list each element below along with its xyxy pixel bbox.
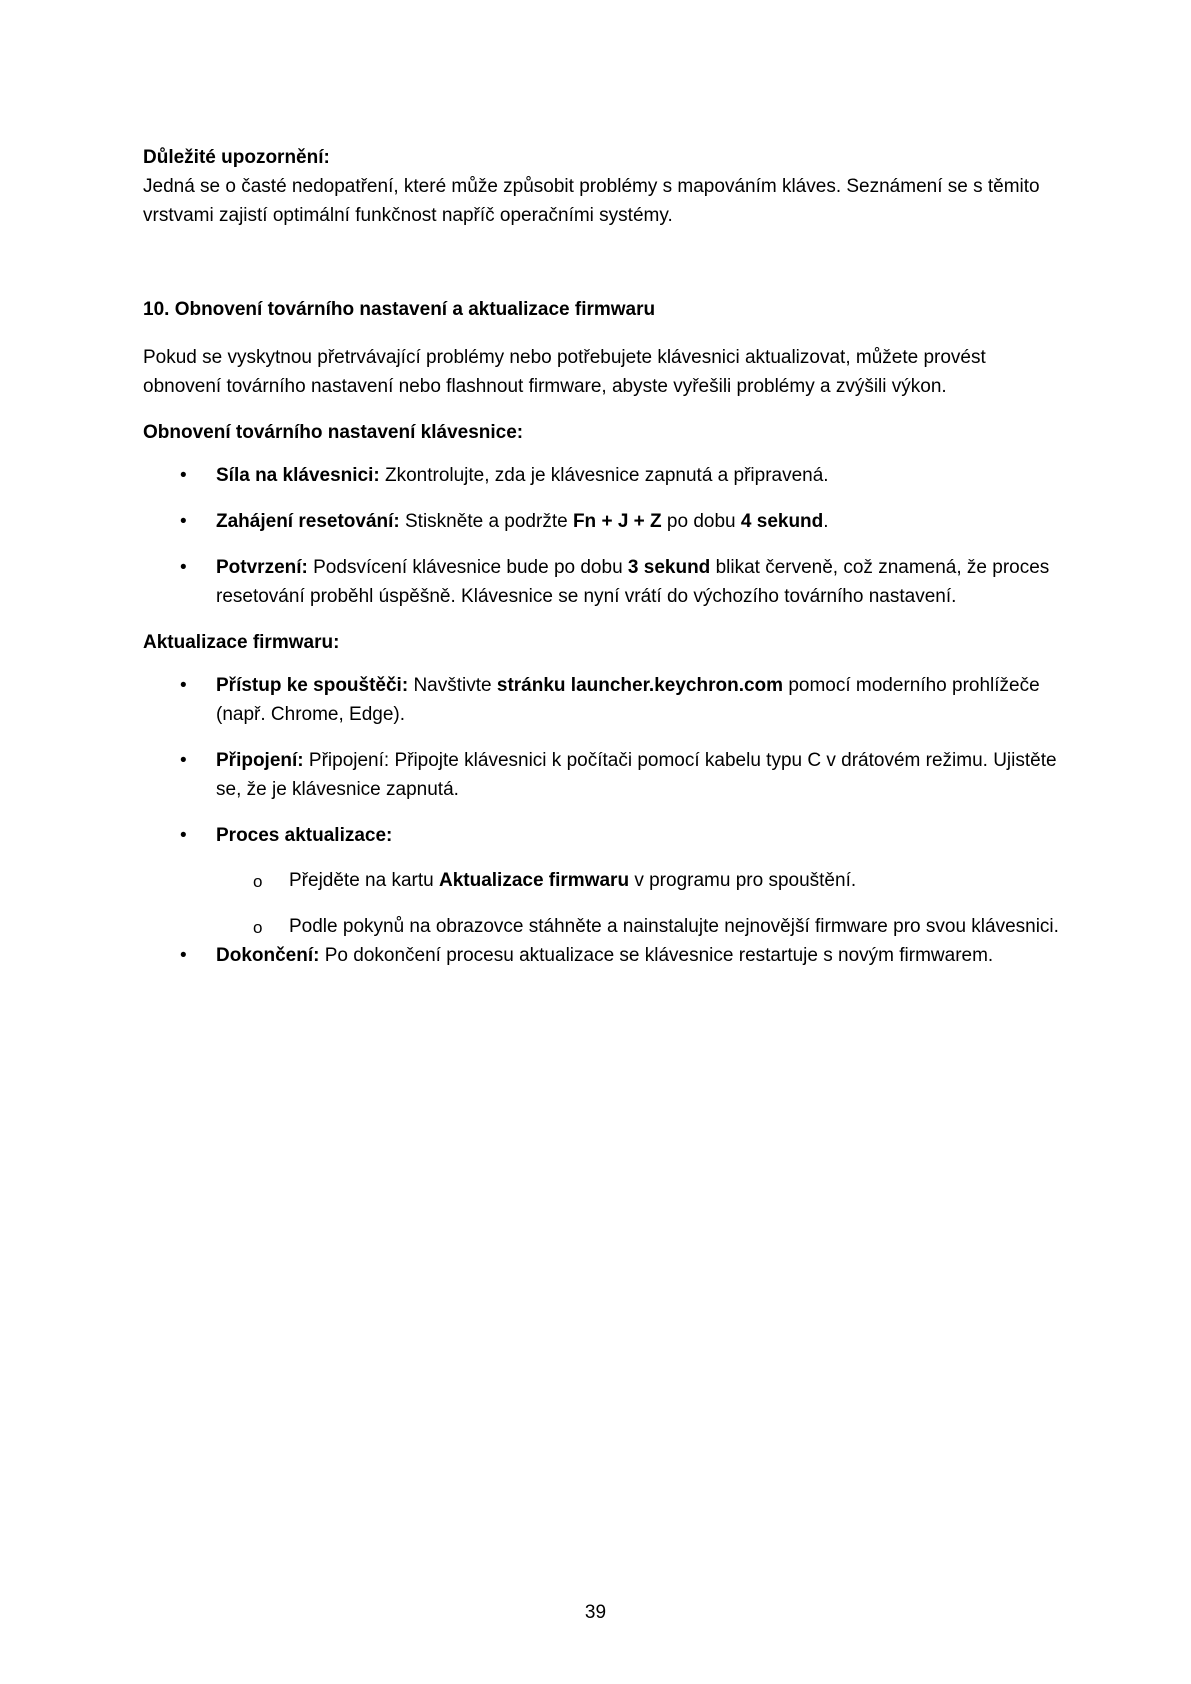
note-body: Jedná se o časté nedopatření, které může způsobit problémy s mapováním kláves. Seznámení se s těmito vrstvami zajistí optimální funkčnost napříč operačními systémy. bbox=[143, 176, 1040, 226]
section-heading: 10. Obnovení továrního nastavení a aktualizace firmwaru bbox=[143, 299, 656, 320]
section-intro: Pokud se vyskytnou přetrvávající problémy nebo potřebujete klávesnici aktualizovat, můžete provést obnovení továrního nastavení nebo flashnout firmware, abyste vyřešili problémy a zvýšili výkon. bbox=[143, 347, 986, 397]
key-combination: Fn + J + Z bbox=[572, 511, 662, 532]
firmware-heading: Aktualizace firmwaru: bbox=[143, 632, 340, 653]
page-number: 39 bbox=[584, 1602, 607, 1623]
list-item: • Zahájení resetování: Stiskněte a podržte Fn + J + Z po dobu 4 sekund. bbox=[143, 507, 1063, 536]
sub-list-item: o Podle pokynů na obrazovce stáhněte a nainstalujte nejnovější firmware pro svou klávesnici. bbox=[216, 912, 1063, 941]
firmware-steps-list bbox=[143, 671, 1063, 970]
reset-steps-list bbox=[143, 461, 1063, 611]
sub-list-item: o Přejděte na kartu Aktualizace firmwaru v programu pro spouštění. bbox=[216, 866, 1063, 895]
list-item: • Připojení: Připojení: Připojte klávesnici k počítači pomocí kabelu typu C v drátovém režimu. Ujistěte se, že je klávesnice zapnutá. bbox=[143, 746, 1063, 804]
list-item: • Proces aktualizace: o Přejděte na kartu Aktualizace firmwaru v programu pro spouštění. o Podle pokynů na obrazovce stáhněte a nainstalujte nejnovější firmware pro svou klávesnici. bbox=[143, 821, 1063, 941]
launcher-site: stránku launcher.keychron.com bbox=[496, 675, 784, 696]
list-item: • Přístup ke spouštěči: Navštivte stránku launcher.keychron.com pomocí moderního prohlížeče (např. Chrome, Edge). bbox=[143, 671, 1063, 729]
note-title: Důležité upozornění: bbox=[143, 147, 330, 168]
list-item: • Potvrzení: Podsvícení klávesnice bude po dobu 3 sekund blikat červeně, což znamená, že proces resetování proběhl úspěšně. Klávesnice se nyní vrátí do výchozího továrního nastavení. bbox=[143, 553, 1063, 611]
page-content bbox=[143, 143, 1063, 987]
update-substeps-list bbox=[216, 866, 1063, 941]
list-item: • Dokončení: Po dokončení procesu aktualizace se klávesnice restartuje s novým firmwarem. bbox=[143, 941, 1063, 970]
list-item: • Síla na klávesnici: Zkontrolujte, zda je klávesnice zapnutá a připravená. bbox=[143, 461, 1063, 490]
reset-heading: Obnovení továrního nastavení klávesnice: bbox=[143, 422, 524, 443]
